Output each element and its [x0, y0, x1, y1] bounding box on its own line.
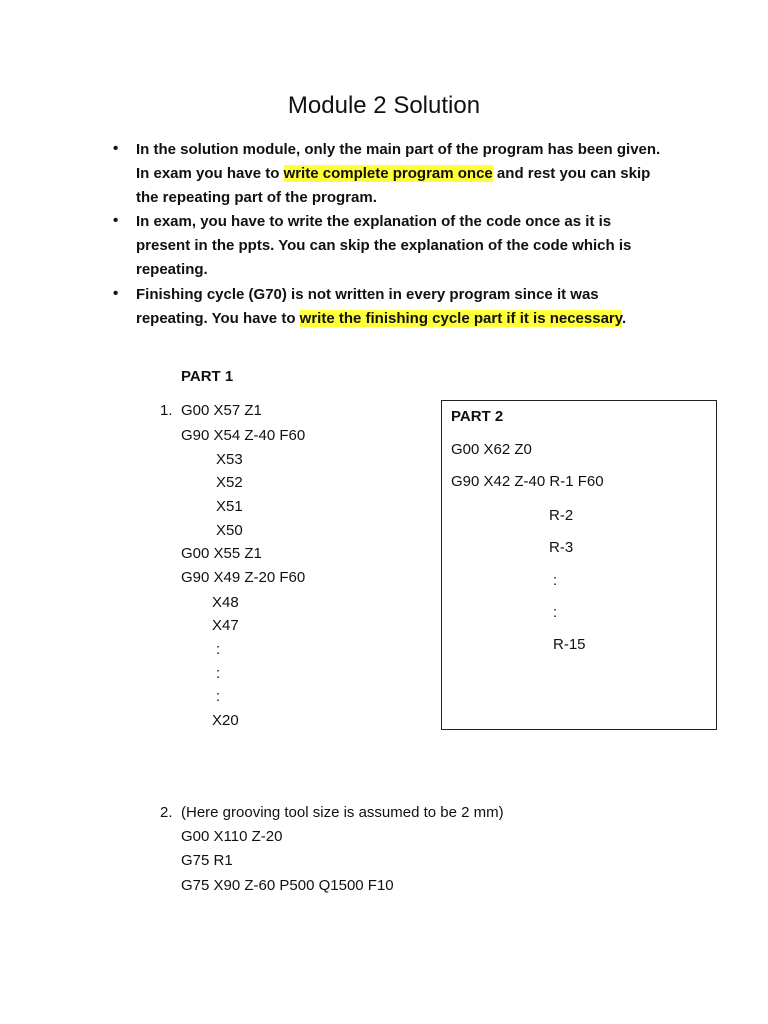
code-line: G90 X42 Z-40 R-1 F60 [451, 473, 604, 490]
code-line: X51 [216, 498, 243, 515]
code-line: R-2 [549, 507, 574, 524]
bullet-2-line-1: In exam, you have to write the explanation of the code once as it is [136, 213, 612, 230]
code-line: : [216, 641, 221, 658]
code-line: : [553, 604, 558, 621]
item-number-1: 1. [160, 402, 173, 419]
code-line: X53 [216, 451, 243, 468]
bullet-marker: • [113, 285, 119, 302]
page-title: Module 2 Solution [287, 92, 481, 119]
code-line: G75 R1 [181, 852, 233, 869]
code-line: R-3 [549, 539, 574, 556]
code-line: G00 X110 Z-20 [181, 828, 283, 845]
highlight: write the finishing cycle part if it is necessary [299, 310, 622, 327]
bullet-marker: • [113, 212, 119, 229]
code-line: X47 [212, 617, 239, 634]
part-2-heading: PART 2 [451, 408, 504, 425]
code-line: G90 X49 Z-20 F60 [181, 569, 306, 586]
bullet-2-line-2: present in the ppts. You can skip the explanation of the code which is [136, 237, 632, 254]
code-line: X48 [212, 594, 239, 611]
code-line: : [216, 688, 221, 705]
bullet-1-line-3: the repeating part of the program. [136, 189, 377, 206]
item-number-2: 2. [160, 804, 173, 821]
code-line: G00 X57 Z1 [181, 402, 262, 419]
bullet-1-line-1: In the solution module, only the main part of the program has been given. [136, 141, 661, 158]
bullet-1-line-2: In exam you have to write complete program once and rest you can skip [136, 165, 651, 182]
bullet-3-line-2: repeating. You have to write the finishing cycle part if it is necessary. [136, 310, 627, 327]
part-1-heading: PART 1 [181, 368, 234, 385]
bullet-marker: • [113, 140, 119, 157]
code-line: R-15 [553, 636, 586, 653]
code-line: X50 [216, 522, 243, 539]
code-line: (Here grooving tool size is assumed to be 2 mm) [181, 804, 504, 821]
highlight: write complete program once [283, 165, 493, 182]
code-line: X52 [216, 474, 243, 491]
code-line: G00 X55 Z1 [181, 545, 262, 562]
code-line: G75 X90 Z-60 P500 Q1500 F10 [181, 877, 394, 894]
bullet-3-line-1: Finishing cycle (G70) is not written in every program since it was [136, 286, 599, 303]
code-line: : [553, 572, 558, 589]
code-line: X20 [212, 712, 239, 729]
code-line: G90 X54 Z-40 F60 [181, 427, 306, 444]
code-line: G00 X62 Z0 [451, 441, 532, 458]
bullet-2-line-3: repeating. [136, 261, 208, 278]
code-line: : [216, 665, 221, 682]
